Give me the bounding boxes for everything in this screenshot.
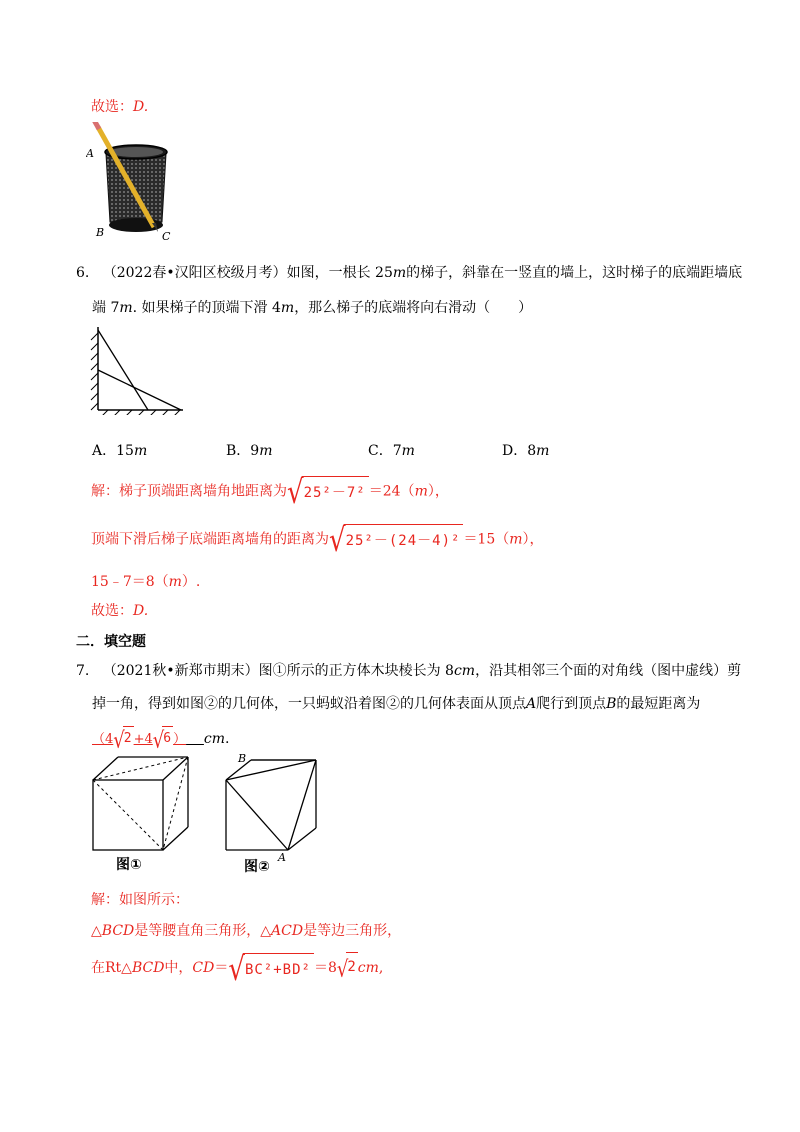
vertex-label: B	[606, 696, 617, 712]
radicand: 2	[123, 726, 134, 751]
q6-solution-1	[91, 474, 449, 512]
option-a	[92, 441, 147, 461]
unit: m	[414, 483, 428, 500]
result: ＝8	[313, 960, 337, 976]
q6-text: 端 7	[92, 300, 120, 316]
q6-text-tail: 的梯子，斜靠在一竖直的墙上，这时梯子的底端距墙底	[406, 265, 743, 281]
solution-text: 中，	[164, 960, 193, 976]
equals: ＝	[214, 960, 229, 976]
q6-line1	[76, 263, 742, 283]
q7-text: 的最短距离为	[616, 696, 701, 712]
label-b: B	[96, 226, 105, 239]
unit: m	[280, 300, 295, 316]
q6-answer	[91, 601, 148, 621]
punct: ），	[427, 483, 449, 500]
unit: m	[509, 531, 523, 548]
sqrt-expression: √25²－(24－4)²	[329, 524, 463, 555]
triangle-name: BCD	[101, 923, 135, 939]
q6-solution-3	[91, 572, 200, 592]
option-c	[368, 441, 415, 461]
option-label: A．15	[92, 443, 134, 459]
answer-part: +4	[133, 732, 153, 747]
option-label: B．9	[226, 443, 260, 459]
radicand: 6	[162, 726, 173, 751]
triangle-name: BCD	[131, 960, 165, 976]
q7-solution-1: 解：如图所示：	[91, 892, 189, 908]
solution-text: 顶端下滑后梯子底端距离墙角的距离为	[91, 531, 329, 548]
solution-text: 解：梯子顶端距离墙角地距离为	[91, 483, 287, 500]
solution-text: 在Rt△	[91, 960, 132, 976]
label-c: C	[162, 230, 171, 243]
solution-text: 是等腰直角三角形，△	[134, 923, 272, 939]
sqrt-expression: √2	[113, 727, 133, 754]
q6-solution-2	[91, 522, 544, 560]
unit: m	[536, 443, 550, 459]
unit: m	[259, 443, 273, 459]
q6-line2	[92, 298, 532, 318]
vertex-b-label: B	[238, 752, 247, 765]
section-title: 二．填空题	[76, 634, 146, 650]
radicand: 25²－(24－4)²	[344, 524, 464, 555]
radicand: 25²－7²	[302, 476, 369, 507]
label-a: A	[86, 147, 94, 160]
solution-text: 15﹣7＝8（	[91, 574, 169, 590]
answer-prefix: 故选：	[91, 603, 133, 619]
answer-value: D.	[133, 603, 149, 619]
unit: m	[133, 443, 148, 459]
punct: ,	[378, 960, 384, 976]
sqrt-expression: √6	[152, 727, 173, 754]
sqrt-expression: √2	[337, 952, 358, 984]
unit: m	[392, 265, 407, 281]
segment-name: CD	[192, 960, 215, 976]
unit: m	[401, 443, 415, 459]
option-label: D．8	[502, 443, 537, 459]
answer-part: ）	[173, 732, 187, 747]
figure-caption: 图②	[244, 859, 270, 875]
cube-figure-2	[216, 750, 326, 877]
unit: m	[168, 574, 182, 590]
radicand: BC²+BD²	[243, 953, 314, 984]
vertex-label: A	[526, 696, 537, 712]
q7-text-tail: ，沿其相邻三个面的对角线（图中虚线）剪	[475, 663, 742, 679]
triangle-symbol: △	[91, 923, 102, 939]
ladder-figure	[88, 325, 188, 415]
q7-text: 掉一角，得到如图②的几何体，一只蚂蚁沿着图②的几何体表面从顶点	[92, 696, 526, 712]
q7-answer-blank: （4√2+4√6） cm.	[92, 727, 230, 754]
q7-solution-2	[91, 921, 401, 941]
q5-answer	[91, 97, 148, 117]
radicand: 2	[346, 952, 357, 981]
result: ＝24（	[368, 483, 415, 500]
cube-figure-1	[88, 752, 198, 877]
answer-value: D.	[133, 99, 149, 115]
punct: ），	[522, 531, 544, 548]
q7-solution-3	[91, 950, 384, 989]
sqrt-expression: √BC²+BD²	[228, 953, 314, 984]
question-number: 7.	[76, 663, 90, 679]
answer-part: （4	[92, 732, 114, 747]
pencil-cup-figure	[86, 122, 186, 244]
unit: cm	[203, 731, 226, 747]
q6-text: （2022春•汉阳区校级月考）如图，一根长 25	[102, 265, 393, 281]
q7-text: 爬行到顶点	[536, 696, 607, 712]
option-label: C．7	[368, 443, 402, 459]
sqrt-expression: √25²－7²	[287, 476, 369, 507]
q7-text: （2021秋•新郑市期末）图①所示的正方体木块棱长为 8	[102, 663, 454, 679]
question-number: 6.	[76, 265, 90, 281]
unit: m	[119, 300, 133, 316]
result: ＝15（	[463, 531, 510, 548]
option-b	[226, 441, 272, 461]
triangle-name: ACD	[271, 923, 304, 939]
unit: cm	[453, 663, 476, 679]
option-d	[502, 441, 549, 461]
solution-text: 是等边三角形，	[303, 923, 402, 939]
vertex-a-label: A	[278, 851, 286, 862]
punct: ）.	[181, 574, 201, 590]
figure-caption: 图①	[116, 857, 142, 873]
q7-line1	[76, 661, 741, 681]
unit: cm	[357, 960, 379, 976]
q6-text: . 如果梯子的顶端下滑 4	[132, 300, 281, 316]
q6-text: ，那么梯子的底端将向右滑动（ ）	[294, 300, 533, 316]
q7-line2	[92, 694, 700, 714]
answer-prefix: 故选：	[91, 99, 133, 115]
